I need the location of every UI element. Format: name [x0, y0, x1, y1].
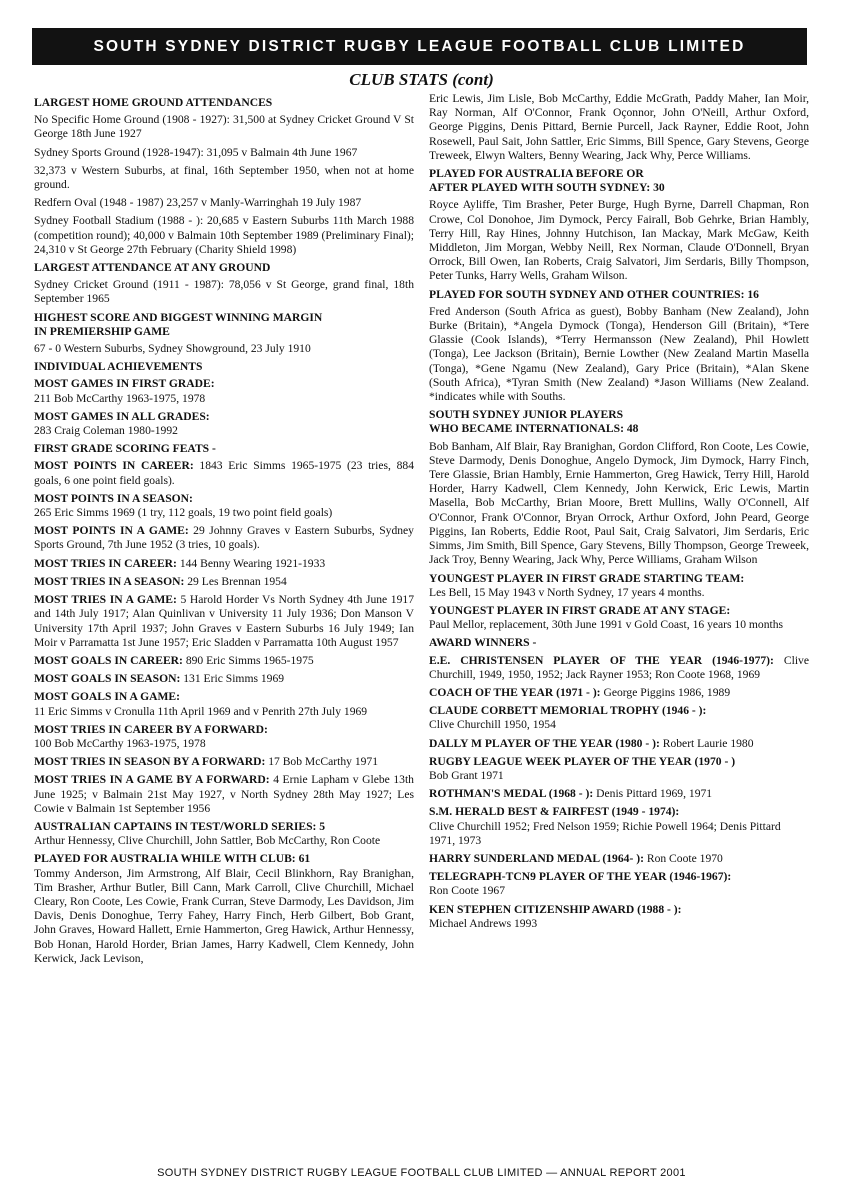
stat-value: 4 Ernie Lapham v Glebe 13th June 1925; v Balmain 21st May 1927, v North Sydney 28th May 1927; Les Cowie v Balmain 1st September 1956 — [34, 773, 414, 815]
margin-text: 67 - 0 Western Suburbs, Sydney Showground, 23 July 1910 — [34, 342, 311, 356]
award-coach — [429, 686, 809, 700]
award-label: TELEGRAPH-TCN9 PLAYER OF THE YEAR (1946-1967): — [429, 870, 732, 884]
stat-value: 11 Eric Simms v Cronulla 11th April 1969 and v Penrith 27th July 1969 — [34, 704, 368, 718]
stat-label: MOST POINTS IN CAREER: — [34, 459, 194, 473]
captains-heading: AUSTRALIAN CAPTAINS IN TEST/WORLD SERIES: 5 — [34, 819, 326, 833]
award-label: HARRY SUNDERLAND MEDAL (1964- ): — [429, 851, 644, 865]
margin-heading: HIGHEST SCORE AND BIGGEST WINNING MARGIN — [34, 310, 323, 324]
award-label: E.E. CHRISTENSEN PLAYER OF THE YEAR (1946-1977): — [429, 653, 774, 667]
other-countries-text: Fred Anderson (South Africa as guest), Bobby Banham (New Zealand), John Burke (Britain), *Angela Dymock (Tonga), Henderson Gill (Britain), *Tere Glassie (Cook Islands), *Terry Hermansson (New Zealand), Phil Howlett (Tonga), Lee Jackson (Britain), Bernie Lowther (New Zealand Martin Masella (Tonga), *Gene Ngamu (New Zealand), Gary Price (Britain), *Alan Skene (South Africa), *Tyran Smith (New Zealand) *Jason Williams (New Zealand. *indicates while with Souths. — [429, 304, 809, 404]
stat-label: MOST GOALS IN SEASON: — [34, 672, 181, 686]
stat-value: 1843 Eric Simms 1965-1975 (23 tries, 884 goals, 6 one point field goals). — [34, 459, 414, 487]
attendance-item: Sydney Football Stadium (1988 - ): 20,685 v Eastern Suburbs 11th March 1988 (competition round); 40,000 v Balmain 10th September 1989 (Preliminary Final); 24,310 v St George 27th February (Charity Shield 1998) — [34, 214, 414, 256]
most-points-season — [34, 492, 414, 520]
scoring-heading: FIRST GRADE SCORING FEATS - — [34, 442, 216, 456]
award-label: S.M. HERALD BEST & FAIRFEST (1949 - 1974): — [429, 805, 680, 819]
most-tries-career — [34, 557, 414, 571]
attendance-item: Sydney Sports Ground (1928-1947): 31,095 v Balmain 4th June 1967 — [34, 145, 358, 159]
award-value: Denis Pittard 1969, 1971 — [593, 787, 713, 801]
stat-label: MOST POINTS IN A SEASON: — [34, 491, 193, 505]
award-rlw — [429, 755, 809, 783]
award-label: CLAUDE CORBETT MEMORIAL TROPHY (1946 - ): — [429, 704, 707, 718]
stat-label: MOST GAMES IN FIRST GRADE: — [34, 377, 215, 391]
award-heading: AWARD WINNERS - — [429, 636, 537, 650]
attendance-item: No Specific Home Ground (1908 - 1927): 31,500 at Sydney Cricket Ground V St George 18th June 1927 — [34, 113, 414, 141]
award-rothman — [429, 787, 809, 801]
award-claude-corbett — [429, 704, 809, 732]
junior-heading-line2: WHO BECAME INTERNATIONALS: 48 — [429, 422, 639, 436]
junior-heading: SOUTH SYDNEY JUNIOR PLAYERS — [429, 408, 624, 422]
most-games-all-grades — [34, 410, 414, 438]
stat-value: 890 Eric Simms 1965-1975 — [182, 653, 314, 667]
stat-value: 131 Eric Simms 1969 — [180, 672, 285, 686]
stat-value: 100 Bob McCarthy 1963-1975, 1978 — [34, 736, 206, 750]
award-value: Ron Coote 1967 — [429, 884, 506, 898]
award-value: George Piggins 1986, 1989 — [600, 685, 731, 699]
youngest-starting — [429, 572, 809, 600]
most-tries-season-forward — [34, 755, 414, 769]
stat-label: MOST TRIES IN CAREER: — [34, 556, 177, 570]
most-points-career — [34, 459, 414, 487]
captains-text: Arthur Hennessy, Clive Churchill, John Sattler, Bob McCarthy, Ron Coote — [34, 834, 381, 848]
stat-label: MOST TRIES IN A GAME BY A FORWARD: — [34, 773, 270, 787]
played-australia-text: Tommy Anderson, Jim Armstrong, Alf Blair, Cecil Blinkhorn, Ray Branighan, Tim Brasher, Arthur Butler, Bill Cann, Mark Carroll, Clive Churchill, Michael Cleary, Ron Coote, Les Cowie, Frank Curran, Steve Darmody, Les Davidson, Jim Davis, Denis Donoghue, Terry Fahey, Harry Finch, Herb Gilbert, Bob Grant, John Graves, Howard Hallett, Ernie Hammerton, Greg Hawick, Arthur Hennessy, Bob Honan, Harold Horder, Brian James, Harry Kadwell, Clem Kennedy, John Kerwick, Jack Levison, — [34, 866, 414, 965]
award-label: COACH OF THE YEAR (1971 - ): — [429, 685, 601, 699]
before-after-text: Royce Ayliffe, Tim Brasher, Peter Burge, Hugh Byrne, Darrell Chapman, Ron Crowe, Col Donohoe, Jim Dymock, Percy Fairall, Bob Gehrke, Brian Hambly, Terry Hill, Ray Hines, Johnny Hutchison, Ian Mackay, Mark McGaw, Keith Middleton, Jim Morgan, Webby Neill, Rex Norman, Claude O'Donnell, Bryan Orrock, Bill Owen, Ian Roberts, Craig Salvatori, Jim Serdaris, Billy Thompson, Peter Tunks, Harry Wells, Graham Wilson. — [429, 198, 809, 283]
page-subtitle: CLUB STATS (cont) — [349, 70, 494, 89]
stat-label: MOST GAMES IN ALL GRADES: — [34, 409, 210, 423]
attendance-item: 32,373 v Western Suburbs, at final, 16th September 1950, when not at home ground. — [34, 163, 414, 192]
any-ground-heading: LARGEST ATTENDANCE AT ANY GROUND — [34, 261, 271, 275]
award-value: Clive Churchill 1952; Fred Nelson 1959; Richie Powell 1964; Denis Pittard 1971, 1973 — [429, 819, 781, 847]
award-sunderland — [429, 852, 809, 866]
most-tries-career-forward — [34, 723, 414, 751]
other-countries-heading: PLAYED FOR SOUTH SYDNEY AND OTHER COUNTRIES: 16 — [429, 287, 759, 301]
stat-label: MOST TRIES IN SEASON BY A FORWARD: — [34, 755, 266, 769]
junior-text: Bob Banham, Alf Blair, Ray Branighan, Gordon Clifford, Ron Coote, Les Cowie, Steve Darmody, Denis Donoghue, Angelo Dymock, Jim Dymock, Harry Finch, Tere Glassie, Brian Hambly, Ernie Hammerton, Greg Hawick, Terry Hill, Harold Horder, Harry Kadwell, Clem Kennedy, John Kerwick, Eric Lewis, Martin Masella, Bob McCarthy, Brian Moore, Brett Mullins, Wally O'Connell, Alf O'Connor, Frank O'Connor, Bryan Orrock, Arthur Oxford, John Peard, George Piggins, Ian Roberts, Eddie Root, Paul Sait, Craig Salvatori, Jim Serdaris, Eric Simms, Jim Smith, Bill Spence, Gary Stevens, Billy Thompson, George Treweek, Jack Troy, Benny Wearing, Jack Why, Perce Williams, Graham Wilson — [429, 439, 809, 567]
most-points-game — [34, 524, 414, 552]
attendance-item: Redfern Oval (1948 - 1987) 23,257 v Manly-Warringhah 19 July 1987 — [34, 196, 362, 210]
before-after-heading: PLAYED FOR AUSTRALIA BEFORE OR — [429, 167, 644, 181]
stat-label: MOST GOALS IN A GAME: — [34, 690, 181, 704]
most-tries-season — [34, 575, 414, 589]
stat-value: Les Bell, 15 May 1943 v North Sydney, 17 years 4 months. — [429, 585, 705, 599]
stat-value: 283 Craig Coleman 1980-1992 — [34, 424, 178, 438]
award-ken-stephen — [429, 903, 809, 931]
stat-value: 265 Eric Simms 1969 (1 try, 112 goals, 19 two point field goals) — [34, 506, 333, 520]
individual-heading: INDIVIDUAL ACHIEVEMENTS — [34, 360, 203, 374]
award-ee-christensen — [429, 654, 809, 682]
award-value: Clive Churchill 1950, 1954 — [429, 718, 556, 732]
award-smh — [429, 805, 809, 848]
most-goals-career — [34, 654, 414, 668]
left-column — [34, 93, 414, 970]
award-dally-m — [429, 737, 809, 751]
award-label: DALLY M PLAYER OF THE YEAR (1980 - ): — [429, 736, 660, 750]
most-tries-game-forward — [34, 773, 414, 816]
page-footer: SOUTH SYDNEY DISTRICT RUGBY LEAGUE FOOTBALL CLUB LIMITED — ANNUAL REPORT 2001 — [157, 1167, 686, 1179]
award-value: Michael Andrews 1993 — [429, 916, 538, 930]
stat-label: MOST GOALS IN CAREER: — [34, 653, 183, 667]
stat-value: 17 Bob McCarthy 1971 — [265, 755, 379, 769]
award-value: Bob Grant 1971 — [429, 768, 504, 782]
most-tries-game — [34, 593, 414, 650]
award-value: Ron Coote 1970 — [643, 851, 723, 865]
stat-label: MOST TRIES IN A GAME: — [34, 593, 177, 607]
right-column — [429, 92, 809, 935]
played-australia-continued: Eric Lewis, Jim Lisle, Bob McCarthy, Eddie McGrath, Paddy Maher, Ian Moir, Ray Norman, Alf O'Connor, Frank Oçonnor, John O'Neill, Arthur Oxford, George Piggins, Denis Pittard, Bernie Purcell, Jack Rayner, Eddie Root, John Rosewell, Paul Sait, John Sattler, Eric Simms, Bill Spence, Gary Stevens, George Treweek, Elwyn Walters, Benny Wearing, Jack Why, Perce Williams. — [429, 92, 809, 162]
stat-value: 5 Harold Horder Vs North Sydney 4th June 1917 and 14th July 1917; Alan Quinlivan v University 11 July 1936; Don Manson V University 17th April 1937; John Graves v Eastern Suburbs 16 July 1949; Ian Moir v Parramatta 1st June 1957; Eric Sladden v Parramatta 10th August 1957 — [34, 593, 414, 649]
stat-label: MOST TRIES IN CAREER BY A FORWARD: — [34, 722, 268, 736]
stat-label: YOUNGEST PLAYER IN FIRST GRADE AT ANY STAGE: — [429, 603, 731, 617]
award-value: Robert Laurie 1980 — [659, 736, 754, 750]
attendances-heading: LARGEST HOME GROUND ATTENDANCES — [34, 96, 273, 109]
stat-value: Paul Mellor, replacement, 30th June 1991 v Gold Coast, 16 years 10 months — [429, 618, 784, 632]
award-label: ROTHMAN'S MEDAL (1968 - ): — [429, 787, 594, 801]
played-australia-heading: PLAYED FOR AUSTRALIA WHILE WITH CLUB: 61 — [34, 852, 311, 866]
most-games-first-grade — [34, 377, 414, 405]
most-goals-game — [34, 690, 414, 718]
most-goals-season — [34, 672, 414, 686]
stat-value: 144 Benny Wearing 1921-1933 — [176, 556, 326, 570]
award-label: RUGBY LEAGUE WEEK PLAYER OF THE YEAR (1970 - ) — [429, 754, 736, 768]
award-label: KEN STEPHEN CITIZENSHIP AWARD (1988 - ): — [429, 902, 682, 916]
stat-label: MOST POINTS IN A GAME: — [34, 524, 189, 538]
header-banner: SOUTH SYDNEY DISTRICT RUGBY LEAGUE FOOTBALL CLUB LIMITED — [32, 28, 807, 65]
youngest-any-stage — [429, 604, 809, 632]
stat-label: MOST TRIES IN A SEASON: — [34, 574, 185, 588]
award-value: Clive Churchill, 1949, 1950, 1952; Jack Rayner 1953; Ron Coote 1968, 1969 — [429, 653, 809, 681]
before-after-heading-line2: AFTER PLAYED WITH SOUTH SYDNEY: 30 — [429, 181, 665, 195]
stat-value: 29 Johnny Graves v Eastern Suburbs, Sydney Sports Ground, 7th June 1952 (3 tries, 10 goals). — [34, 524, 414, 552]
any-ground-text: Sydney Cricket Ground (1911 - 1987): 78,056 v St George, grand final, 18th September 1965 — [34, 278, 414, 306]
margin-heading-line2: IN PREMIERSHIP GAME — [34, 324, 170, 338]
award-tcn9 — [429, 870, 809, 898]
stat-value: 211 Bob McCarthy 1963-1975, 1978 — [34, 391, 206, 405]
stat-value: 29 Les Brennan 1954 — [184, 574, 287, 588]
stat-label: YOUNGEST PLAYER IN FIRST GRADE STARTING TEAM: — [429, 571, 745, 585]
